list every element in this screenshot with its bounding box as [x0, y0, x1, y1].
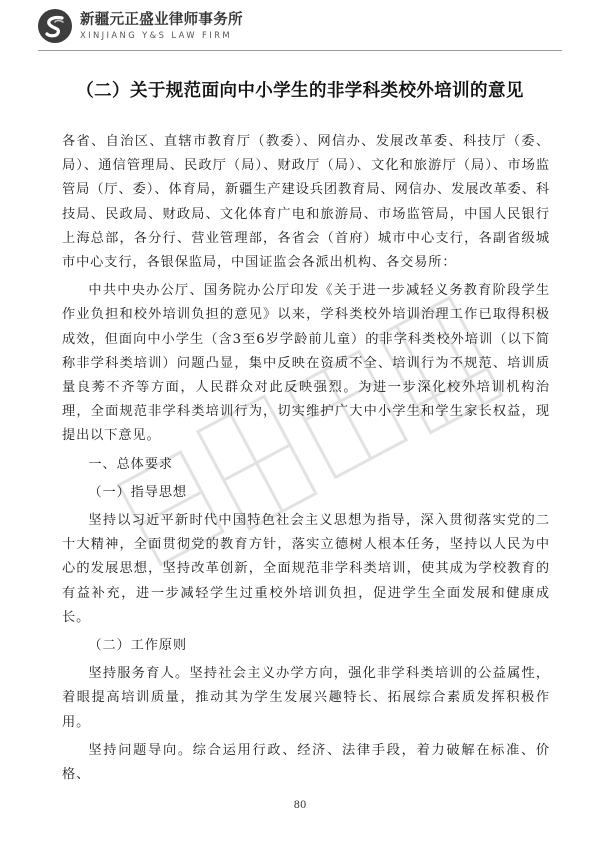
body-paragraph: 坚持问题导向。综合运用行政、经济、法律手段，着力破解在标准、价格、 — [62, 742, 550, 783]
subsection-heading: （二）工作原则 — [88, 638, 188, 654]
firm-name-chinese: 新疆元正盛业律师事务所 — [80, 12, 243, 28]
body-paragraph: 中共中央办公厅、国务院办公厅印发《关于进一步减轻义务教育阶段学生作业负担和校外培训负担的意见》以来，学科类校外培训治理工作已取得积极成效，但面向中小学生（含3至6岁学龄前儿童）的非学科类校外培训（以下简称非学科类培训）问题凸显，集中反映在资质不全、培训行为不规范、培训质量良莠不齐等方面，人民群众对此反映强烈。为进一步深化校外培训机构治理，全面规范非学科类培训行为，切实维护广大中小学生和学生家长权益，现提出以下意见。 — [62, 283, 550, 444]
page-number: 80 — [293, 800, 307, 811]
addressee-paragraph: 各省、自治区、直辖市教育厅（教委）、网信办、发展改革委、科技厅（委、局）、通信管理局、民政厅（局）、财政厅（局）、文化和旅游厅（局）、市场监管局（厅、委）、体育局，新疆生产建设兵团教育局、网信办、发展改革委、科技局、民政局、财政局、文化体育广电和旅游局、市场监管局，中国人民银行上海总部，各分行、营业管理部，各省会（首府）城市中心支行，各副省级城市中心支行，各银保监局，中国证监会各派出机构、各交易所： — [62, 134, 550, 271]
body-paragraph: 坚持服务育人。坚持社会主义办学方向，强化非学科类培训的公益属性，着眼提高培训质量，推动其为学生发展兴趣特长、拓展综合素质发挥积极作用。 — [62, 666, 550, 730]
firm-name-english: XINJIANG Y&S LAW FIRM — [80, 30, 232, 40]
header-divider — [38, 50, 562, 51]
section-heading: 一、总体要求 — [88, 456, 173, 472]
document-title: （二）关于规范面向中小学生的非学科类校外培训的意见 — [76, 81, 524, 101]
body-paragraph: 坚持以习近平新时代中国特色社会主义思想为指导，深入贯彻落实党的二十大精神，全面贯彻党的教育方针，落实立德树人根本任务，坚持以人民为中心的发展思想，坚持改革创新，全面规范非学科类培训，使其成为学校教育的有益补充，进一步减轻学生过重校外培训负担，促进学生全面发展和健康成长。 — [62, 513, 550, 625]
firm-logo-icon — [38, 9, 72, 43]
document-body — [62, 130, 550, 787]
subsection-heading: （一）指导思想 — [88, 484, 188, 500]
page-header — [38, 4, 298, 48]
